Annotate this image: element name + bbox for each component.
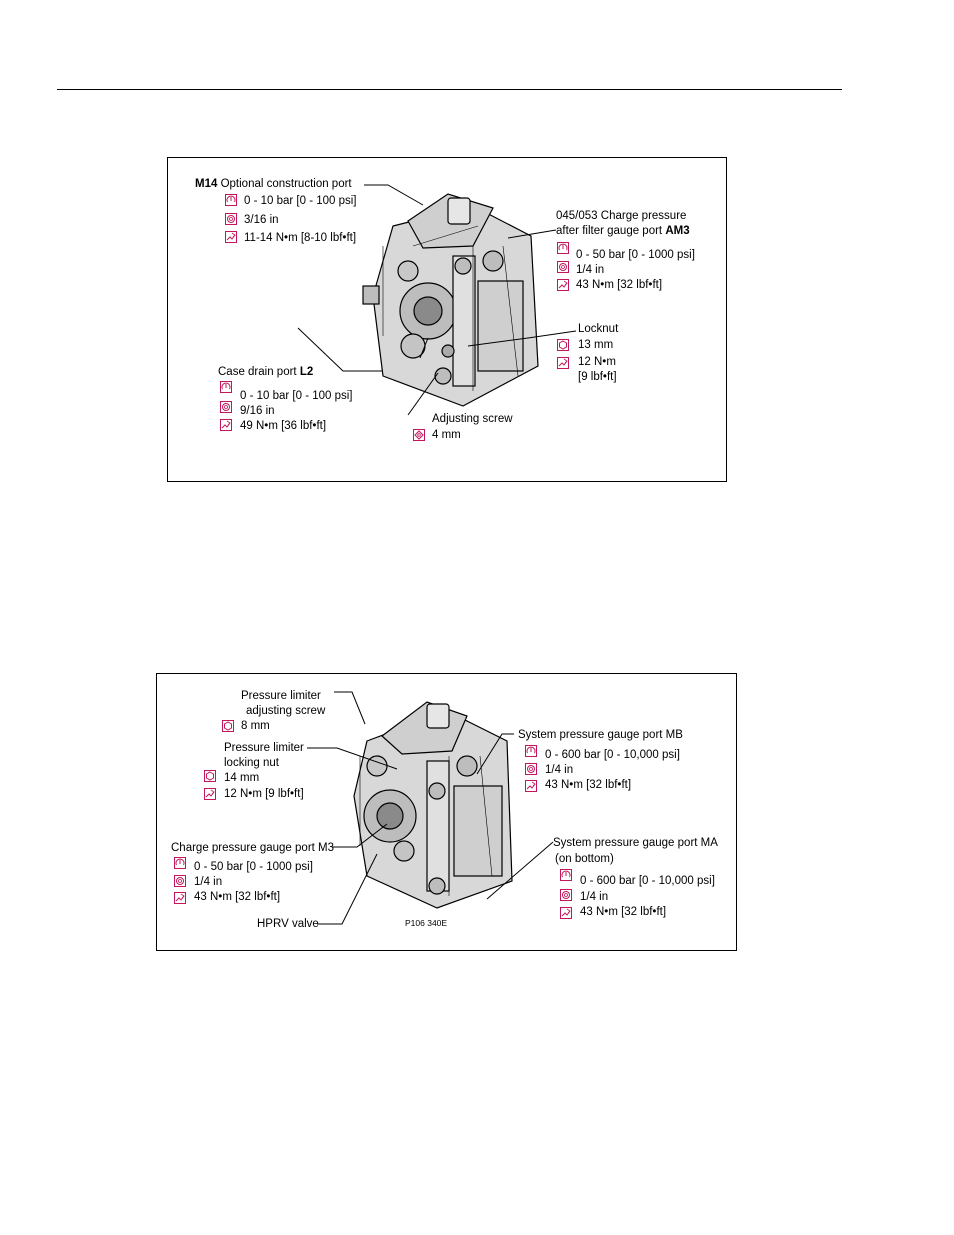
limiter-screw-title-1: Pressure limiter — [241, 690, 321, 702]
locknut-wrench: 13 mm — [578, 339, 614, 351]
case-drain-title: Case drain port L2 — [218, 366, 314, 378]
pressure-gauge-icon — [220, 381, 232, 393]
hprv-title: HPRV valve — [257, 918, 319, 930]
sys-mb-torque: 43 N•m [32 lbf•ft] — [545, 779, 632, 791]
torque-wrench-icon — [557, 357, 569, 369]
socket-wrench-icon — [174, 875, 186, 887]
adjusting-screw-wrench: 4 mm — [432, 429, 461, 441]
limiter-nut-torque: 12 N•m [9 lbf•ft] — [224, 788, 304, 800]
pump-illustration — [353, 186, 543, 411]
torque-wrench-icon — [560, 907, 572, 919]
locknut-title: Locknut — [578, 323, 619, 335]
m14-torque: 11-14 N•m [8-10 lbf•ft] — [244, 232, 357, 244]
charge-torque: 43 N•m [32 lbf•ft] — [576, 279, 663, 291]
limiter-nut-title-1: Pressure limiter — [224, 742, 304, 754]
hex-wrench-icon — [222, 720, 234, 732]
figure-pump-gauge-ports-top — [167, 157, 727, 482]
m14-pressure: 0 - 10 bar [0 - 100 psi] — [244, 195, 357, 207]
hex-wrench-icon — [557, 339, 569, 351]
charge-m3-wrench: 1/4 in — [194, 876, 223, 888]
adjusting-screw-title: Adjusting screw — [432, 413, 513, 425]
case-drain-wrench: 9/16 in — [240, 405, 275, 417]
charge-wrench: 1/4 in — [576, 264, 605, 276]
pressure-gauge-icon — [225, 194, 237, 206]
sys-ma-title: System pressure gauge port MA — [553, 837, 718, 849]
case-drain-torque: 49 N•m [36 lbf•ft] — [240, 420, 327, 432]
torque-wrench-icon — [225, 231, 237, 243]
charge-title-line1: 045/053 Charge pressure — [556, 210, 687, 222]
pump-illustration — [342, 696, 517, 911]
hex-wrench-icon — [204, 770, 216, 782]
socket-wrench-icon — [220, 401, 232, 413]
sys-ma-pressure: 0 - 600 bar [0 - 10,000 psi] — [580, 875, 715, 887]
sys-mb-title: System pressure gauge port MB — [518, 729, 683, 741]
m14-title: M14 Optional construction port — [195, 178, 352, 190]
socket-wrench-icon — [225, 213, 237, 225]
torque-wrench-icon — [220, 419, 232, 431]
pressure-gauge-icon — [557, 242, 569, 254]
charge-m3-title: Charge pressure gauge port M3 — [171, 842, 335, 854]
figure-pump-gauge-ports-side — [156, 673, 737, 951]
charge-title-line2: after filter gauge port AM3 — [556, 225, 690, 237]
limiter-screw-wrench: 8 mm — [241, 720, 270, 732]
sys-ma-wrench: 1/4 in — [580, 891, 609, 903]
charge-pressure: 0 - 50 bar [0 - 1000 psi] — [576, 249, 695, 261]
socket-wrench-icon — [525, 763, 537, 775]
torque-wrench-icon — [525, 780, 537, 792]
figure-id: P106 340E — [405, 918, 448, 928]
limiter-nut-wrench: 14 mm — [224, 772, 260, 784]
locknut-torque-2: [9 lbf•ft] — [578, 371, 617, 383]
charge-m3-torque: 43 N•m [32 lbf•ft] — [194, 891, 281, 903]
pressure-gauge-icon — [174, 857, 186, 869]
pressure-gauge-icon — [560, 869, 572, 881]
header-rule — [57, 89, 842, 90]
m14-wrench: 3/16 in — [244, 214, 279, 226]
torque-wrench-icon — [174, 892, 186, 904]
charge-m3-pressure: 0 - 50 bar [0 - 1000 psi] — [194, 861, 313, 873]
torque-wrench-icon — [557, 279, 569, 291]
locknut-torque-1: 12 N•m — [578, 356, 616, 368]
sys-mb-wrench: 1/4 in — [545, 764, 574, 776]
case-drain-pressure: 0 - 10 bar [0 - 100 psi] — [240, 390, 353, 402]
sys-ma-torque: 43 N•m [32 lbf•ft] — [580, 906, 667, 918]
socket-wrench-icon — [557, 261, 569, 273]
sys-mb-pressure: 0 - 600 bar [0 - 10,000 psi] — [545, 749, 680, 761]
limiter-nut-title-2: locking nut — [224, 757, 279, 769]
torque-wrench-icon — [204, 788, 216, 800]
socket-wrench-icon — [560, 889, 572, 901]
socket-wrench-icon — [413, 429, 425, 441]
pressure-gauge-icon — [525, 745, 537, 757]
sys-ma-note: (on bottom) — [555, 853, 614, 865]
limiter-screw-title-2: adjusting screw — [246, 705, 326, 717]
